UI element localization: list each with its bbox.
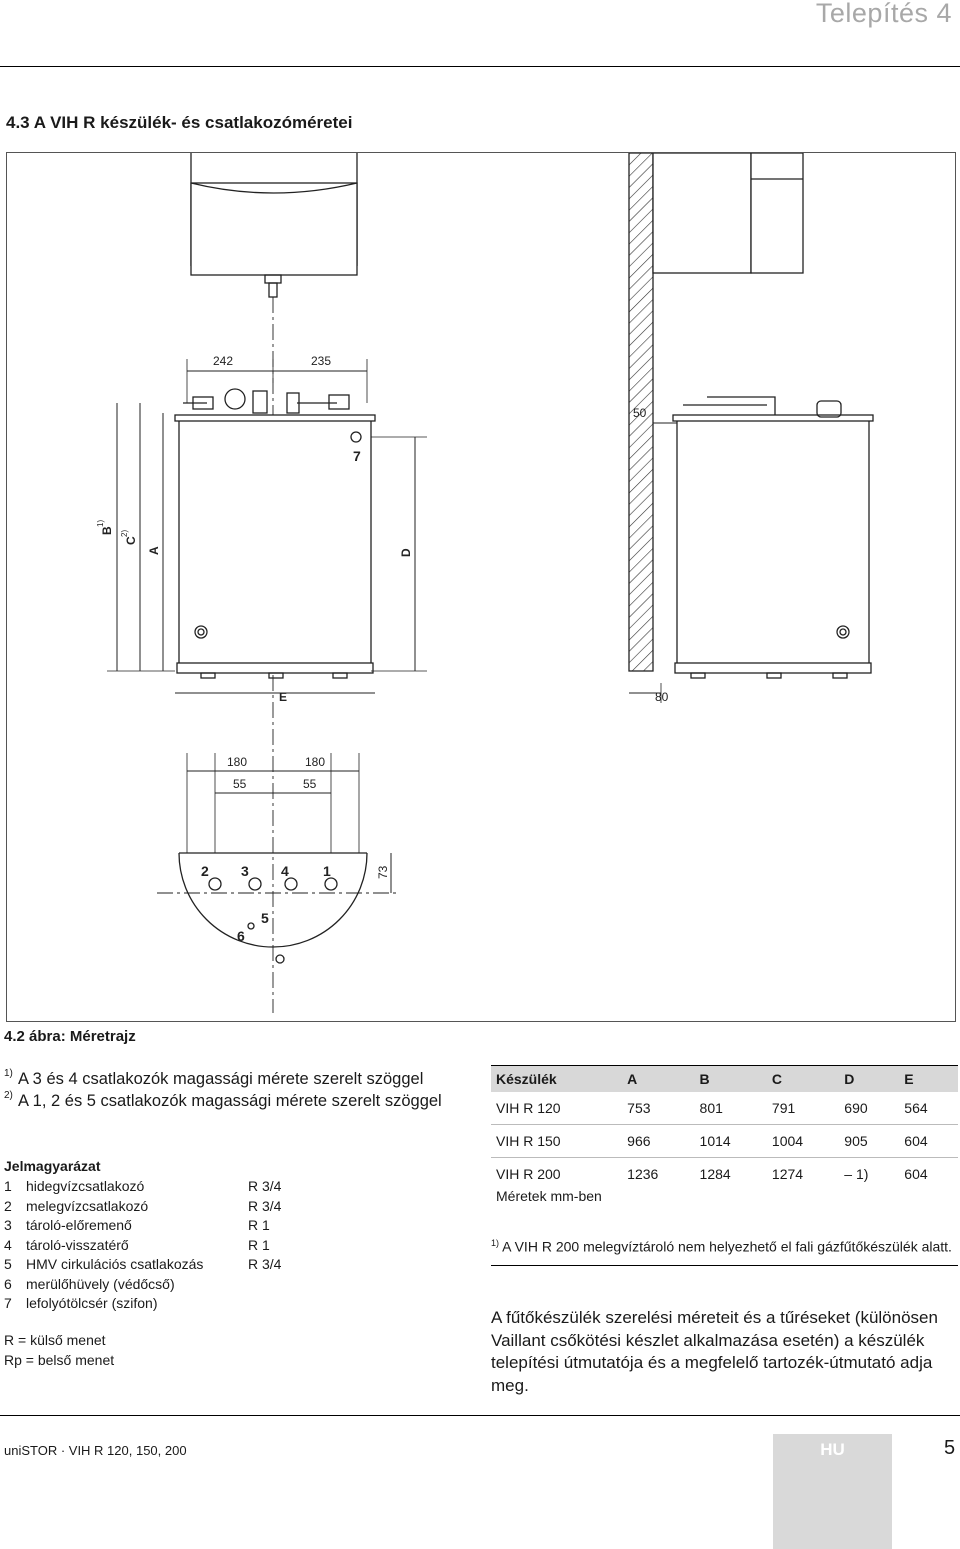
table-cell: 1284 (699, 1166, 731, 1182)
dim-180a: 180 (227, 755, 248, 769)
col-header: A (622, 1066, 694, 1093)
footer-rule (0, 1415, 960, 1416)
table-cell: 791 (767, 1092, 839, 1125)
legend-num: 5 (4, 1256, 12, 1272)
legend-num: 2 (4, 1197, 12, 1214)
legend-num: 6 (4, 1275, 12, 1292)
table-cell: 753 (622, 1092, 694, 1125)
dim-A: A (147, 546, 161, 555)
legend-thread: R 3/4 (248, 1178, 282, 1194)
legend-text: hidegvízcsatlakozó (26, 1178, 145, 1194)
table-header-row (491, 1066, 958, 1093)
label-3: 3 (241, 863, 249, 879)
height-notes (4, 1068, 474, 1112)
table-cell: VIH R 200 (496, 1166, 561, 1182)
table-cell: 1274 (771, 1166, 804, 1182)
label-4: 4 (281, 863, 289, 879)
tank-front (179, 419, 371, 671)
legend-text: merülőhüvely (védőcső) (26, 1275, 175, 1292)
connection-fittings (183, 389, 349, 413)
note-1-marker: 1) (4, 1068, 13, 1079)
dim-C-sup: 2) (120, 529, 129, 537)
section-title: 4.3 A VIH R készülék- és csatlakozóméretei (6, 113, 353, 132)
legend-item (4, 1197, 304, 1217)
figure-caption: 4.2 ábra: Méretrajz (4, 1028, 136, 1045)
footer-product: uniSTOR · VIH R 120, 150, 200 (4, 1443, 187, 1458)
legend-thread: R 3/4 (248, 1256, 282, 1272)
legend-text: tároló-előremenő (26, 1217, 132, 1233)
table-cell: VIH R 150 (491, 1125, 622, 1158)
footnote-text: A VIH R 200 melegvíztároló nem helyezhető el fali gázfűtőkészülék alatt. (502, 1238, 952, 1255)
legend-item (4, 1177, 304, 1197)
table-cell: VIH R 120 (491, 1092, 622, 1125)
table-cell: 690 (839, 1092, 899, 1125)
table-cell: 905 (839, 1125, 899, 1158)
legend-item (4, 1236, 304, 1256)
legend-num: 1 (4, 1178, 12, 1194)
legend-text: HMV cirkulációs csatlakozás (26, 1256, 204, 1272)
legend-text: lefolyótölcsér (szifon) (26, 1295, 158, 1311)
header-rule (0, 66, 960, 67)
legend-text: tároló-visszatérő (26, 1236, 129, 1253)
legend-text: melegvízcsatlakozó (26, 1197, 149, 1214)
table-footnote (491, 1232, 958, 1266)
legend-item (4, 1216, 304, 1236)
table-cell: 801 (695, 1092, 767, 1125)
legend-title: Jelmagyarázat (4, 1158, 101, 1174)
dim-80: 80 (655, 690, 669, 704)
col-header: E (899, 1066, 958, 1093)
units-note: Méretek mm-ben (496, 1188, 602, 1204)
footnote-marker: 1) (491, 1238, 500, 1248)
legend-thread: R 1 (248, 1217, 270, 1233)
table-row (491, 1158, 958, 1191)
label-1: 1 (323, 863, 331, 879)
note-1 (4, 1068, 474, 1090)
dim-55b: 55 (303, 777, 317, 791)
note-2 (4, 1090, 474, 1112)
page-number: 5 (944, 1437, 956, 1459)
dim-E: E (279, 690, 288, 704)
table-cell: 1236 (627, 1166, 659, 1182)
note-2-marker: 2) (4, 1090, 13, 1101)
table-row (491, 1092, 958, 1125)
legend-thread: R 1 (248, 1236, 270, 1253)
legend-num: 4 (4, 1236, 12, 1253)
label-7: 7 (353, 448, 361, 464)
legend-num: 7 (4, 1295, 12, 1311)
language-label: HU (820, 1440, 845, 1459)
dim-D: D (399, 548, 413, 557)
dim-235: 235 (311, 354, 332, 368)
legend-num: 3 (4, 1217, 12, 1233)
col-header: B (695, 1066, 767, 1093)
table-cell: 604 (899, 1125, 958, 1158)
dim-242: 242 (213, 354, 234, 368)
note-1-text: A 3 és 4 csatlakozók magassági mérete szerelt szöggel (18, 1070, 424, 1088)
label-6: 6 (237, 928, 245, 944)
dim-B: B (100, 526, 114, 535)
col-header: Készülék (491, 1066, 622, 1093)
legend-item (4, 1275, 304, 1295)
installation-paragraph: A fűtőkészülék szerelési méreteit és a tűréseket (különösen Vaillant csőkötési készlet alkalmazása esetén) a készülék telepítési útmutatója és a megfelelő tartozék-útmutató adja meg. (491, 1308, 938, 1395)
legend-item (4, 1294, 304, 1314)
chapter-title: Telepítés 4 (815, 0, 952, 28)
legend-thread (248, 1294, 308, 1314)
col-header: C (767, 1066, 839, 1093)
table-cell: 564 (899, 1092, 958, 1125)
dim-55a: 55 (233, 777, 247, 791)
technical-drawing-svg (7, 153, 955, 1021)
dim-50: 50 (633, 406, 647, 420)
dimensions-table (491, 1065, 958, 1190)
table-cell: 604 (904, 1166, 928, 1182)
dim-73: 73 (376, 865, 390, 879)
dim-180b: 180 (305, 755, 326, 769)
dimensions-table-wrap (491, 1065, 958, 1190)
rp-note: Rp = belső menet (4, 1352, 115, 1368)
label-2: 2 (201, 863, 209, 879)
label-5: 5 (261, 910, 269, 926)
table-cell: 966 (622, 1125, 694, 1158)
table-row (491, 1125, 958, 1158)
table-cell: 1014 (695, 1125, 767, 1158)
note-2-text: A 1, 2 és 5 csatlakozók magassági mérete szerelt szöggel (18, 1092, 442, 1110)
col-header: D (839, 1066, 899, 1093)
dim-C: C (124, 536, 138, 545)
legend-thread (248, 1275, 308, 1295)
legend (4, 1157, 304, 1314)
table-cell: – 1) (844, 1166, 869, 1182)
thread-notes (4, 1330, 114, 1370)
legend-item (4, 1255, 304, 1275)
dim-B-sup: 1) (96, 519, 105, 527)
dimension-drawing (6, 152, 956, 1022)
legend-thread: R 3/4 (248, 1197, 282, 1214)
table-cell: 1004 (767, 1125, 839, 1158)
r-note: R = külső menet (4, 1332, 106, 1348)
